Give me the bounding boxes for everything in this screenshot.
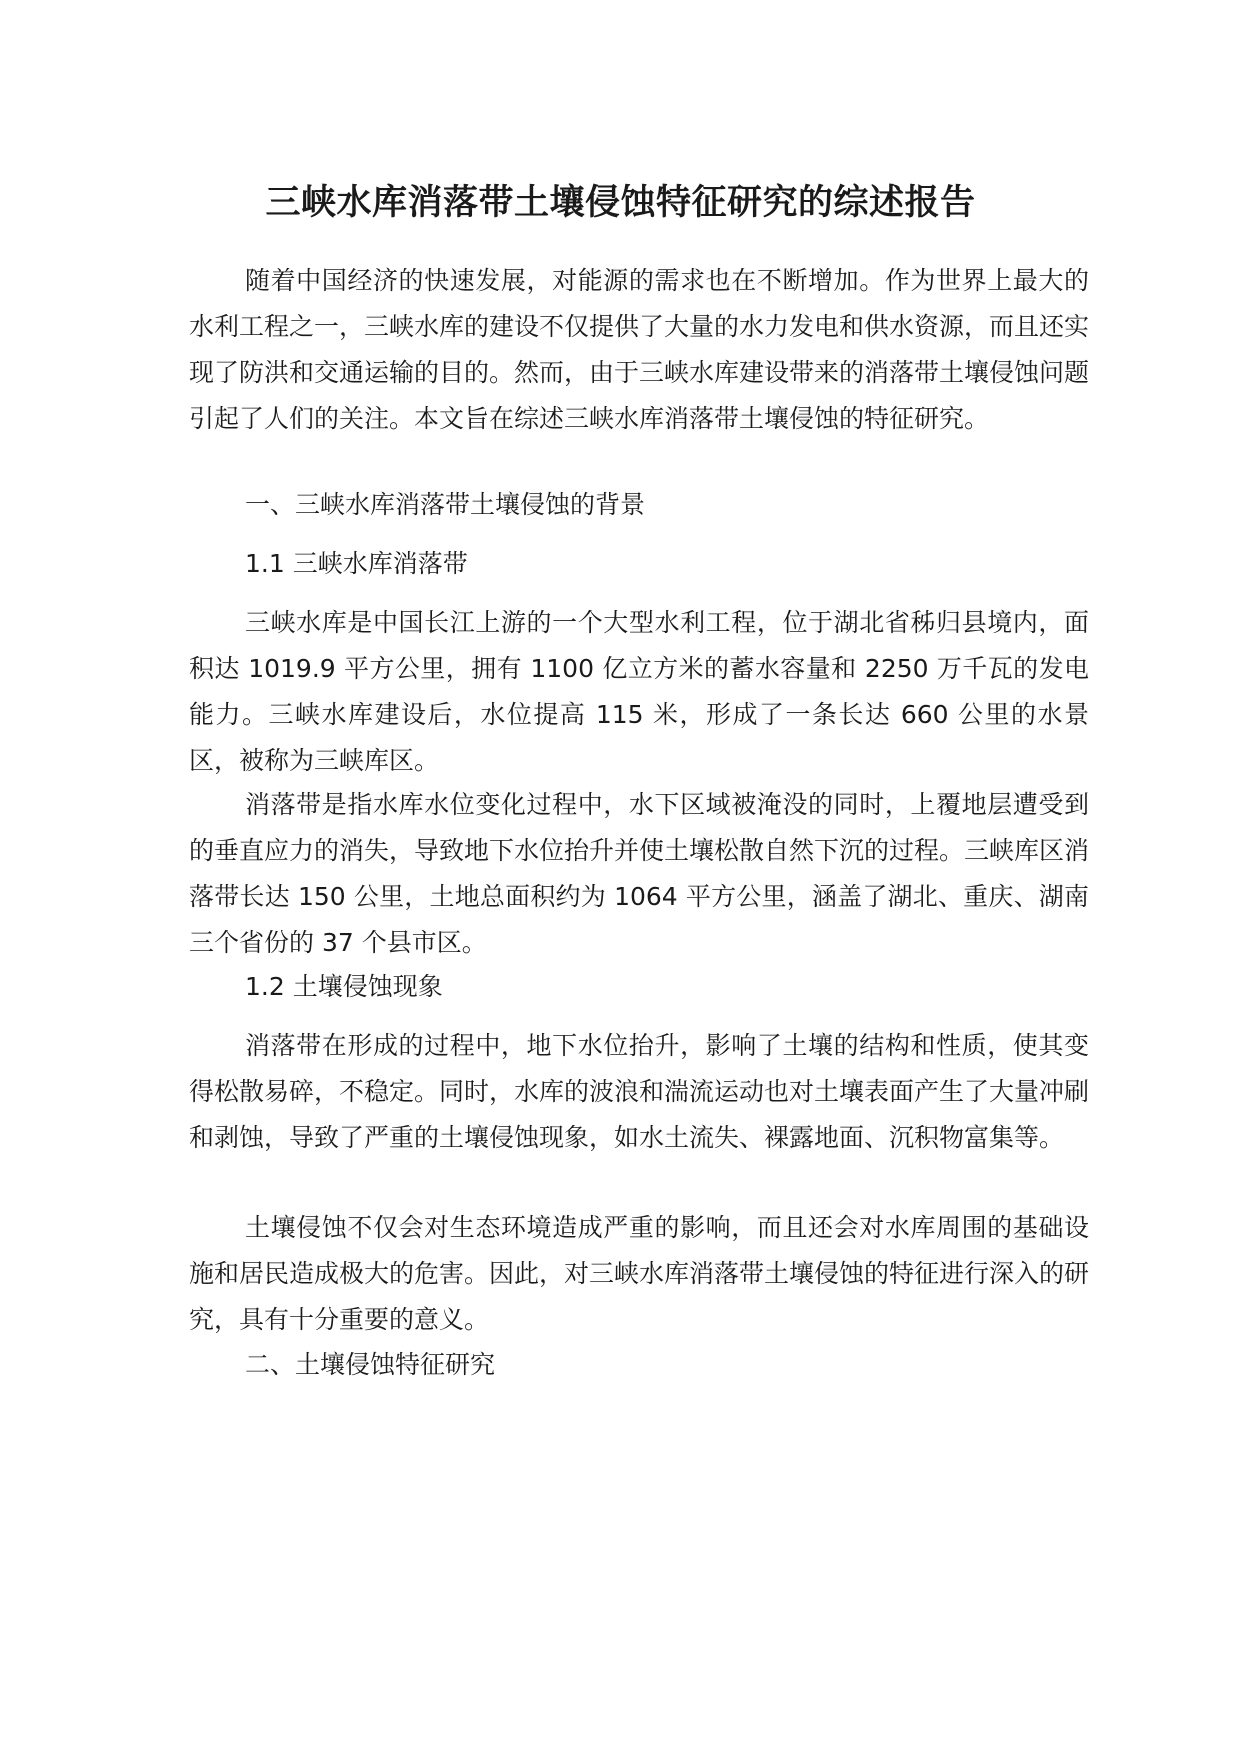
subsection-heading: 1.2 土壤侵蚀现象 bbox=[245, 972, 443, 1001]
section-heading-2 bbox=[189, 1342, 1089, 1388]
section-heading-1 bbox=[189, 482, 1089, 528]
paragraph-drawdown-zone bbox=[189, 782, 1089, 966]
paragraph: 消落带在形成的过程中，地下水位抬升，影响了土壤的结构和性质，使其变得松散易碎，不稳定。同时，水库的波浪和湍流运动也对土壤表面产生了大量冲刷和剥蚀，导致了严重的土壤侵蚀现象，如水土流失、裸露地面、沉积物富集等。 bbox=[189, 1031, 1090, 1152]
paragraph-reservoir bbox=[189, 600, 1089, 784]
subsection-heading-1-1 bbox=[189, 541, 1089, 587]
section-heading: 一、三峡水库消落带土壤侵蚀的背景 bbox=[245, 490, 646, 519]
section-heading: 二、土壤侵蚀特征研究 bbox=[245, 1350, 496, 1379]
document-title: 三峡水库消落带土壤侵蚀特征研究的综述报告 bbox=[265, 183, 976, 223]
subsection-heading-1-2 bbox=[189, 964, 1089, 1010]
subsection-heading: 1.1 三峡水库消落带 bbox=[245, 549, 468, 578]
paragraph: 消落带是指水库水位变化过程中，水下区域被淹没的同时，上覆地层遭受到的垂直应力的消失，导致地下水位抬升并使土壤松散自然下沉的过程。三峡库区消落带长达 150 公里，土地总面积约为 1064 平方公里，涵盖了湖北、重庆、湖南三个省份的 37 个县市区。 bbox=[189, 790, 1090, 957]
paragraph: 三峡水库是中国长江上游的一个大型水利工程，位于湖北省秭归县境内，面积达 1019.9 平方公里，拥有 1100 亿立方米的蓄水容量和 2250 万千瓦的发电能力。三峡水库建设后，水位提高 115 米，形成了一条长达 660 公里的水景区，被称为三峡库区。 bbox=[189, 608, 1089, 775]
paragraph-erosion-phenomena bbox=[189, 1023, 1089, 1161]
paragraph-significance bbox=[189, 1205, 1089, 1343]
paragraph-intro bbox=[189, 258, 1089, 442]
paragraph: 土壤侵蚀不仅会对生态环境造成严重的影响，而且还会对水库周围的基础设施和居民造成极大的危害。因此，对三峡水库消落带土壤侵蚀的特征进行深入的研究，具有十分重要的意义。 bbox=[189, 1213, 1090, 1334]
paragraph: 随着中国经济的快速发展，对能源的需求也在不断增加。作为世界上最大的水利工程之一，三峡水库的建设不仅提供了大量的水力发电和供水资源，而且还实现了防洪和交通运输的目的。然而，由于三峡水库建设带来的消落带土壤侵蚀问题引起了人们的关注。本文旨在综述三峡水库消落带土壤侵蚀的特征研究。 bbox=[189, 266, 1090, 433]
